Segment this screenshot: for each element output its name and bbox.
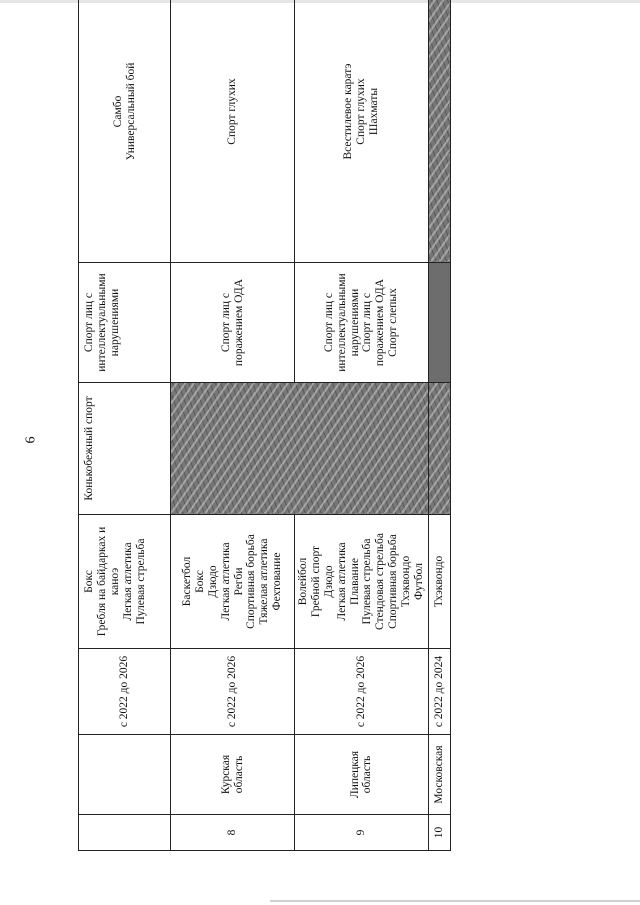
region-cell: Курская область <box>171 735 295 815</box>
olympic-sport-item: Пулевая стрельба <box>361 538 374 625</box>
paralympic-sport-item: нарушениями <box>108 288 121 357</box>
nonolympic-sports-cell-shaded <box>428 0 450 263</box>
nonolympic-sport-item: Спорт глухих <box>354 78 367 145</box>
olympic-sport-item: Бокс <box>83 570 95 593</box>
paralympic-sport-item: интеллектуальными <box>95 273 108 372</box>
sports-table <box>78 0 451 851</box>
olympic-sport-item: Спортивная борьба <box>245 534 258 629</box>
olympic-sport-item: Плавание <box>348 558 361 605</box>
olympic-sport-item: Тяжелая атлетика <box>258 538 271 625</box>
olympic-sport-item: Баскетбол <box>181 556 193 607</box>
paralympic-sport-item: поражением ОДА <box>374 278 387 367</box>
paralympic-sports-cell <box>295 263 429 383</box>
paralympic-sports-cell <box>79 263 171 383</box>
winter-sports-cell-shaded <box>428 383 450 515</box>
olympic-sport-item: Фехтование <box>271 552 284 611</box>
paralympic-sport-item: поражением ОДА <box>232 278 245 367</box>
olympic-sport-item: Легкая атлетика <box>219 542 232 621</box>
period-cell: с 2022 до 2026 <box>295 649 429 735</box>
row-number-cell: 9 <box>295 815 429 851</box>
paralympic-sports-cell <box>171 263 295 383</box>
row-number-cell: 10 <box>428 815 450 851</box>
olympic-sport-item: Футбол <box>412 562 425 601</box>
period-cell: с 2022 до 2026 <box>79 649 171 735</box>
region-line: область <box>361 755 374 794</box>
paralympic-sport-item: нарушениями <box>348 288 361 357</box>
nonolympic-sport-item: Универсальный бой <box>124 62 137 161</box>
scan-edge-bottom <box>270 900 640 902</box>
olympic-sport-item: каноэ <box>108 567 121 596</box>
region-cell <box>295 735 429 815</box>
winter-sports-cell: Конькобежный спорт <box>79 383 171 515</box>
olympic-sport-item: Волейбол <box>297 557 309 606</box>
olympic-sport-item: Бокс <box>193 570 206 593</box>
paralympic-sport-item: Спорт слепых <box>387 288 400 357</box>
olympic-sport-item: Дзюдо <box>322 565 335 598</box>
nonolympic-sport-item: Шахматы <box>367 87 380 136</box>
olympic-sport-item: Тхэквондо <box>400 555 412 608</box>
olympic-sport-item: Гребля на байдарках и <box>95 526 108 637</box>
table-row <box>171 0 295 851</box>
region-cell: Московская <box>428 735 450 815</box>
sports-table-wrapper <box>78 41 445 851</box>
winter-sports-cell-shaded <box>171 383 429 515</box>
olympic-sport-item: Дзюдо <box>206 565 219 598</box>
table-row <box>79 0 171 851</box>
nonolympic-sports-cell <box>79 0 171 263</box>
table-row <box>428 0 450 851</box>
olympic-sports-cell <box>295 515 429 649</box>
row-number-cell <box>79 815 171 851</box>
period-cell: с 2022 до 2026 <box>171 649 295 735</box>
page-number: 6 <box>23 436 39 444</box>
nonolympic-sports-cell: Спорт глухих <box>171 0 295 263</box>
rotated-table-container <box>78 41 445 851</box>
olympic-sport-item: Регби <box>232 567 245 596</box>
paralympic-sport-item: Спорт лиц с <box>361 292 374 353</box>
nonolympic-sport-item: Самбо <box>111 95 124 128</box>
paralympic-sport-item: Спорт лиц с <box>322 292 335 353</box>
nonolympic-sports-cell <box>295 0 429 263</box>
olympic-sport-item: Легкая атлетика <box>121 542 134 621</box>
olympic-sport-item: Стендовая стрельба <box>374 533 387 631</box>
paralympic-sports-cell-shaded <box>428 263 450 383</box>
period-cell: с 2022 до 2024 <box>428 649 450 735</box>
olympic-sport-item: Спортивная борьба <box>387 534 400 629</box>
paralympic-sport-item: интеллектуальными <box>335 273 348 372</box>
olympic-sport-item: Пулевая стрельба <box>134 538 147 625</box>
olympic-sports-cell: Тхэквондо <box>428 515 450 649</box>
region-cell <box>79 735 171 815</box>
olympic-sports-cell <box>79 515 171 649</box>
paralympic-sport-item: Спорт лиц с <box>219 292 232 353</box>
region-line: Липецкая <box>348 750 361 799</box>
row-number-cell: 8 <box>171 815 295 851</box>
olympic-sport-item: Легкая атлетика <box>335 542 348 621</box>
olympic-sport-item: Гребной спорт <box>309 545 322 618</box>
nonolympic-sport-item: Всестилевое каратэ <box>342 63 355 160</box>
olympic-sports-cell <box>171 515 295 649</box>
paralympic-sport-item: Спорт лиц с <box>83 292 95 353</box>
